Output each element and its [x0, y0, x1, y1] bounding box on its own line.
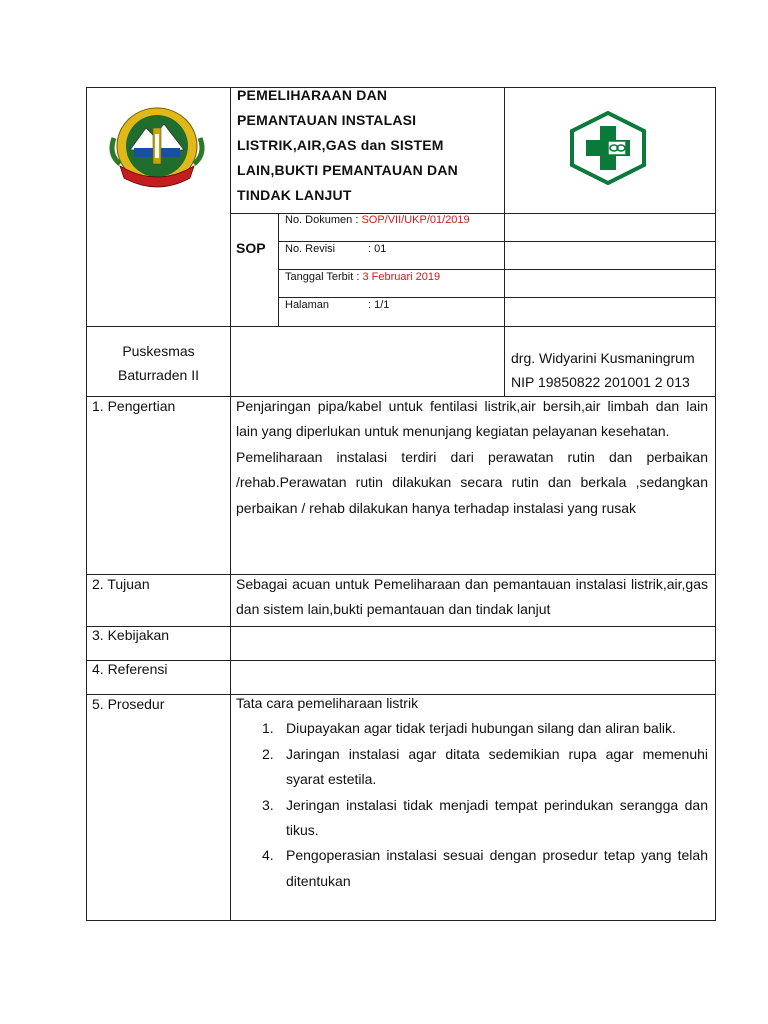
step-number: 1.	[262, 720, 274, 737]
section-body-tujuan: Sebagai acuan untuk Pemeliharaan dan pemantauan instalasi listrik,air,gas dan sistem lain,bukti pemantauan dan tindak lanjut	[236, 576, 708, 618]
meta-no-dokumen	[285, 214, 470, 226]
meta-no-revisi	[285, 243, 386, 255]
regency-crest-logo	[108, 104, 206, 196]
title-line: PEMELIHARAAN DAN	[237, 87, 388, 103]
document-title	[237, 83, 501, 208]
title-line: PEMANTAUAN INSTALASI	[237, 112, 417, 128]
signer-block	[511, 346, 695, 394]
title-line: LISTRIK,AIR,GAS dan SISTEM	[237, 137, 444, 153]
list-item	[236, 793, 708, 844]
meta-value: 3 Februari 2019	[362, 271, 441, 283]
meta-sep: :	[352, 214, 362, 226]
list-item	[236, 843, 708, 894]
step-text: Diupayakan agar tidak terjadi hubungan silang dan aliran balik.	[286, 720, 676, 737]
title-line: LAIN,BUKTI PEMANTAUAN DAN	[237, 162, 458, 178]
rule-col1	[230, 87, 231, 921]
rule-header-bottom	[86, 326, 716, 327]
meta-tanggal-terbit	[285, 271, 440, 283]
step-number: 2.	[262, 745, 274, 762]
section-label-pengertian: 1. Pengertian	[92, 398, 176, 414]
org-name	[87, 339, 230, 387]
org-name-line1: Puskesmas	[122, 343, 195, 359]
section-label-prosedur: 5. Prosedur	[92, 696, 165, 712]
section-label-referensi: 4. Referensi	[92, 661, 168, 677]
sop-label: SOP	[236, 240, 266, 256]
meta-label: No. Revisi	[285, 243, 336, 255]
section-body-prosedur	[236, 691, 708, 894]
meta-label: Tanggal Terbit	[285, 271, 354, 283]
meta-sep: :	[368, 299, 375, 311]
rule-meta-3	[278, 297, 716, 298]
org-name-line2: Baturraden II	[118, 367, 199, 383]
rule-right	[715, 87, 716, 921]
meta-value: 01	[374, 243, 387, 255]
signer-name: drg. Widyarini Kusmaningrum	[511, 350, 695, 366]
prosedur-intro: Tata cara pemeliharaan listrik	[236, 695, 419, 711]
step-text: Jeringan instalasi tidak menjadi tempat perindukan serangga dan tikus.	[286, 796, 708, 839]
paragraph: Pemeliharaan instalasi terdiri dari perawatan rutin dan perbaikan /rehab.Perawatan rutin dilakukan secara rutin dan berkala ,sedangkan perbaikan / rehab dilakukan hanya terhadap instalasi yang rusak	[236, 448, 708, 516]
meta-label: Halaman	[285, 299, 330, 311]
paragraph: Penjaringan pipa/kabel untuk fentilasi listrik,air bersih,air limbah dan lain lain yang diperlukan untuk menunjang kegiatan pelayanan kesehatan.	[236, 398, 708, 440]
step-number: 4.	[262, 847, 274, 864]
rule-col2	[504, 87, 505, 397]
step-number: 3.	[262, 796, 274, 813]
signer-nip: NIP 19850822 201001 2 013	[511, 374, 690, 390]
rule-meta-1	[278, 241, 716, 242]
step-text: Pengoperasian instalasi sesuai dengan prosedur tetap yang telah ditentukan	[286, 847, 708, 889]
step-text: Jaringan instalasi agar ditata sedemikian rupa agar memenuhi syarat estetila.	[286, 745, 708, 788]
section-body-pengertian	[236, 394, 708, 521]
puskesmas-cross-icon	[568, 110, 648, 186]
section-label-kebijakan: 3. Kebijakan	[92, 627, 170, 643]
rule-meta-2	[278, 269, 716, 270]
prosedur-steps	[236, 716, 708, 894]
rule-bottom	[86, 920, 716, 921]
meta-value: SOP/VII/UKP/01/2019	[361, 214, 470, 226]
rule-sop-col	[278, 213, 279, 326]
meta-label: No. Dokumen	[285, 214, 353, 226]
meta-halaman	[285, 299, 389, 311]
rule-kebijakan-bottom	[86, 660, 716, 661]
meta-sep: :	[368, 243, 375, 255]
rule-left	[86, 87, 87, 921]
meta-sep: :	[353, 271, 363, 283]
rule-tujuan-bottom	[86, 626, 716, 627]
title-line: TINDAK LANJUT	[237, 187, 352, 203]
puskesmas-logo	[568, 110, 648, 186]
list-item	[236, 742, 708, 793]
list-item	[236, 716, 708, 741]
crest-icon	[108, 104, 206, 196]
meta-value: 1/1	[374, 299, 390, 311]
section-label-tujuan: 2. Tujuan	[92, 576, 150, 592]
